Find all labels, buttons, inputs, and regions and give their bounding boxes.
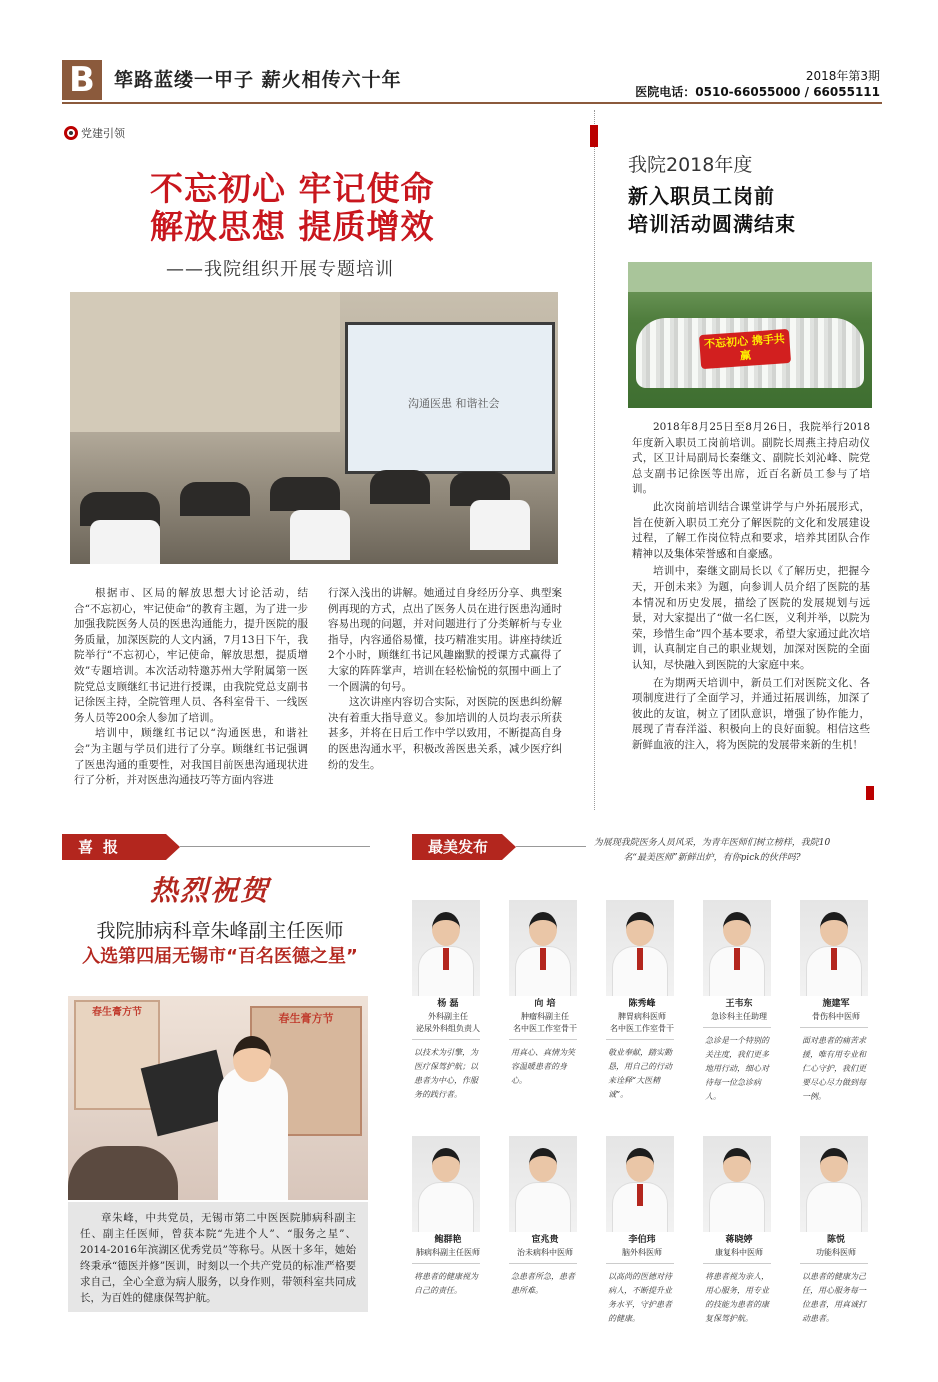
masthead: [62, 60, 882, 104]
section-rule: [516, 846, 586, 847]
doctor-name: 杨 磊: [437, 999, 459, 1009]
doctor-title: 急诊科主任助理: [711, 1012, 767, 1021]
left-article-col1: [74, 586, 308, 789]
doctor-title: 脑外科医师: [622, 1248, 662, 1257]
good-news-label: 喜报: [62, 834, 166, 860]
patient-figure: [68, 1146, 178, 1200]
column-divider: [594, 110, 595, 810]
doctor-quote: 急患者所急，患者患所难。: [511, 1272, 575, 1295]
audience-head: [180, 482, 250, 516]
doctor-card: [703, 900, 775, 1104]
doctor-name: 陈悦: [826, 1235, 845, 1245]
doctor-card: [800, 1136, 872, 1326]
portrait-coat: [709, 1182, 765, 1232]
doctor-figure: [218, 1066, 288, 1200]
screen-text: 沟通医患 和谐社会: [408, 397, 500, 410]
portrait-tie: [540, 948, 546, 970]
portrait-tie: [637, 948, 643, 970]
party-logo-icon: [64, 126, 78, 140]
divider: [509, 1263, 577, 1264]
doctor-quote: 用真心、真情为笑容温暖患者的身心。: [511, 1048, 575, 1085]
doctor-quote: 以患者的健康为己任，用心服务每一位患者，用真诚打动患者。: [802, 1272, 866, 1323]
doctor-quote: 以技术为引擎，为医疗保驾护航；以患者为中心，作服务的践行者。: [414, 1048, 478, 1099]
doctor-name: 李伯玮: [628, 1235, 656, 1245]
doctor-name: 鲍群艳: [434, 1235, 462, 1245]
best-release-label: 最美发布: [412, 834, 502, 860]
doctor-title: 肿瘤科副主任: [521, 1012, 569, 1021]
paragraph: 根据市、区局的解放思想大讨论活动，结合“不忘初心，牢记使命”的教育主题，为了进一步加强我院医务人员的医患沟通能力，提升医院的服务质量，加深医院的人文内涵，7月13日下午，我院举行“不忘初心，牢记使命，解放思想，提质增效”专题培训。本次活动特邀苏州大学附属第一医院党总支顾继红书记进行授课，由我院党总支副书记徐医主持，全院管理人员、各科室骨干、一线医务人员等200余人参加了培训。: [74, 587, 308, 724]
left-article-col2: [328, 586, 562, 773]
divider: [606, 1039, 674, 1040]
training-classroom-photo: [70, 292, 558, 564]
doctor-portrait: [703, 900, 771, 996]
good-news-line1: 我院肺病科章朱峰副主任医师: [96, 920, 344, 942]
portrait-coat: [515, 1182, 571, 1232]
divider: [703, 1263, 771, 1264]
poster-text: 春生膏方节: [92, 1007, 142, 1018]
team-group-photo: [628, 262, 872, 408]
portrait-face: [820, 912, 848, 946]
paragraph: 此次岗前培训结合课堂讲学与户外拓展形式，旨在使新入职员工充分了解医院的文化和发展建设过程，了解工作岗位特点和要求，培养其团队合作精神以及集体荣誉感和自豪感。: [632, 500, 870, 560]
corner-mark-top: [590, 125, 598, 147]
section-rule: [180, 846, 370, 847]
portrait-tie: [637, 1184, 643, 1206]
paragraph: 培训中，顾继红书记以“沟通医患，和谐社会”为主题与学员们进行了分享。顾继红书记强调了医患沟通的重要性，对我国目前医患沟通现状进行了分析，并对医患沟通技巧等方面内容进: [74, 727, 308, 787]
paragraph: 培训中，秦继文副局长以《了解历史，把握今天，开创未来》为题，向参训人员介绍了医院的基本情况和历史发展，描绘了医院的发展规划与远景，对大家提出了“做一名仁医，义利并举，以院为荣，珍惜生命”四个基本要求，希望大家通过此次培训，认真制定自己的职业规划，加深对医院的全面认知，尽快融入到医院的大家庭中来。: [632, 565, 870, 671]
photo-wall: [70, 292, 340, 432]
right-article-body: [632, 420, 870, 753]
bio-text: 章朱峰，中共党员，无锡市第二中医医院肺病科副主任、副主任医师，曾获本院“先进个人”、“服务之星”、2014-2016年滨湖区优秀党员”等称号。从医十多年，她始终秉承“德医并修”医训，时刻以一个共产党员的标准严格要求自己，全心全意为病人服务，以身作则，带领科室共同成长，为百姓的健康保驾护航。: [80, 1212, 356, 1304]
paragraph: 2018年8月25日至8月26日，我院举行2018年度新入职员工岗前培训。副院长周燕主持启动仪式，区卫计局副局长秦继文、副院长刘沁峰、院党总支副书记徐医等出席，近百名新员工参与了培训。: [632, 421, 870, 496]
audience-coat: [290, 510, 350, 560]
portrait-coat: [418, 1182, 474, 1232]
doctor-portrait: [800, 1136, 868, 1232]
right-title-line1: 新入职员工岗前: [628, 184, 775, 208]
doctor-title: 治未病科中医师: [517, 1248, 573, 1257]
doctor-title: 功能科医师: [816, 1248, 856, 1257]
portrait-tie: [831, 948, 837, 970]
doctor-card: [703, 1136, 775, 1326]
doctor-head: [233, 1036, 271, 1082]
portrait-tie: [443, 948, 449, 970]
photo-sky: [628, 262, 872, 292]
divider: [412, 1039, 480, 1040]
headline-line1: 不忘初心 牢记使命: [150, 169, 435, 208]
divider: [800, 1263, 868, 1264]
issue-number: 2018年第3期: [805, 69, 880, 83]
doctor-name: 宦兆贵: [531, 1235, 559, 1245]
team-banner: 不忘初心 携手共赢: [699, 329, 791, 369]
doctor-quote: 将患者视为亲人，用心服务，用专业的技能为患者的康复保驾护航。: [705, 1272, 769, 1323]
headline-line2: 解放思想 提质增效: [150, 207, 435, 246]
doctor-name: 蒋晓婷: [725, 1235, 753, 1245]
doctor-quote: 以高尚的医德对待病人，不断提升业务水平，守护患者的健康。: [608, 1272, 672, 1323]
doctor-name: 向 培: [534, 999, 556, 1009]
audience-head: [270, 477, 340, 511]
divider: [606, 1263, 674, 1264]
divider: [703, 1027, 771, 1028]
hospital-phone: 医院电话：0510-66055000 / 66055111: [635, 85, 880, 99]
portrait-face: [432, 1148, 460, 1182]
portrait-face: [529, 1148, 557, 1182]
best-release-intro: 为展现我院医务人员风采，为青年医师们树立榜样，我院10名“最美医师”新鲜出炉，有你pick的伙伴吗?: [593, 838, 831, 863]
paragraph: 行深入浅出的讲解。她通过自身经历分享、典型案例再现的方式，点出了医务人员在进行医患沟通时容易出现的问题，并对问题进行了分类解析与专业指导，内容通俗易懂，技巧精准实用。讲座持续近2个小时，顾继红书记风趣幽默的授课方式赢得了大家的阵阵掌声，培训在轻松愉悦的氛围中画上了一个圆满的句号。: [328, 587, 562, 693]
audience-coat: [90, 520, 160, 564]
doctor-title: 脾胃病科医师: [618, 1012, 666, 1021]
doctor-card: [606, 900, 678, 1102]
doctor-card: [509, 900, 581, 1088]
doctor-portrait: [509, 1136, 577, 1232]
party-tag-label: 党建引领: [81, 127, 125, 140]
projector-screen: [345, 322, 555, 474]
divider: [509, 1039, 577, 1040]
audience-head: [370, 470, 430, 504]
portrait-tie: [734, 948, 740, 970]
doctor-portrait: [412, 1136, 480, 1232]
portrait-face: [820, 1148, 848, 1182]
doctor-title: 泌尿外科组负责人: [416, 1024, 480, 1033]
doctor-card: [509, 1136, 581, 1298]
divider: [412, 1263, 480, 1264]
bio-box: [68, 1202, 368, 1312]
portrait-face: [626, 1148, 654, 1182]
doctor-card: [412, 1136, 484, 1298]
paragraph: 在为期两天培训中，新员工们对医院文化、各项制度进行了全面学习，并通过拓展训练，加深了彼此的友谊，树立了团队意识，增强了协作能力，展现了青春洋溢、积极向上的良好面貌。相信这些新鲜血液的注入，将为医院的发展带来新的生机！: [632, 676, 870, 751]
doctor-portrait: [412, 900, 480, 996]
doctor-quote: 将患者的健康视为自己的责任。: [414, 1272, 478, 1295]
right-title-line2: 培训活动圆满结束: [628, 212, 796, 236]
headline: [150, 170, 450, 246]
doctor-title: 名中医工作室骨干: [513, 1024, 577, 1033]
doctor-portrait: [703, 1136, 771, 1232]
doctor-title: 名中医工作室骨干: [610, 1024, 674, 1033]
congrats-title: 热烈祝贺: [150, 874, 271, 907]
good-news-line2: 入选第四届无锡市“百名医德之星”: [82, 946, 358, 967]
portrait-face: [432, 912, 460, 946]
right-title: [628, 182, 878, 238]
paragraph: 这次讲座内容切合实际，对医院的医患纠纷解决有着重大指导意义。参加培训的人员均表示所获甚多，并将在日后工作中学以致用，不断提高自身的医患沟通水平，积极改善医患关系，减少医疗纠纷的发生。: [328, 696, 562, 771]
portrait-face: [626, 912, 654, 946]
doctor-name: 王韦东: [725, 999, 753, 1009]
doctor-portrait: [606, 1136, 674, 1232]
doctor-card: [606, 1136, 678, 1326]
doctor-quote: 急诊是一个特别的关注度，我们更多地用行动，细心对待每一位急诊病人。: [705, 1036, 769, 1101]
subheadline: ——我院组织开展专题培训: [166, 259, 394, 280]
doctor-title: 外科副主任: [428, 1012, 468, 1021]
doctor-card: [800, 900, 872, 1104]
doctor-title: 肺病科副主任医师: [416, 1248, 480, 1257]
doctor-portrait: [800, 900, 868, 996]
divider: [800, 1027, 868, 1028]
section-letter: B: [62, 60, 102, 100]
doctor-portrait: [509, 900, 577, 996]
doctor-title: 康复科中医师: [715, 1248, 763, 1257]
poster-text: 春生膏方节: [278, 1012, 334, 1025]
audience-coat: [470, 500, 530, 550]
right-kicker: 我院2018年度: [628, 154, 753, 176]
portrait-face: [723, 1148, 751, 1182]
party-tag: [64, 126, 125, 142]
corner-mark-bottom: [866, 786, 874, 800]
doctor-card: [412, 900, 484, 1102]
doctor-quote: 面对患者的痛苦求援，唯有用专业和仁心守护，我们更要尽心尽力做到每一例。: [802, 1036, 866, 1101]
doctor-name: 陈秀峰: [628, 999, 656, 1009]
masthead-title: 筚路蓝缕一甲子 薪火相传六十年: [114, 69, 402, 91]
doctor-photo: [68, 996, 368, 1200]
portrait-coat: [806, 1182, 862, 1232]
doctor-portrait: [606, 900, 674, 996]
doctor-quote: 敬业奉献，踏实勤恳，用自己的行动来诠释“大医精诚”。: [608, 1048, 672, 1099]
doctor-name: 施建军: [822, 999, 850, 1009]
portrait-face: [723, 912, 751, 946]
doctor-title: 骨伤科中医师: [812, 1012, 860, 1021]
portrait-face: [529, 912, 557, 946]
